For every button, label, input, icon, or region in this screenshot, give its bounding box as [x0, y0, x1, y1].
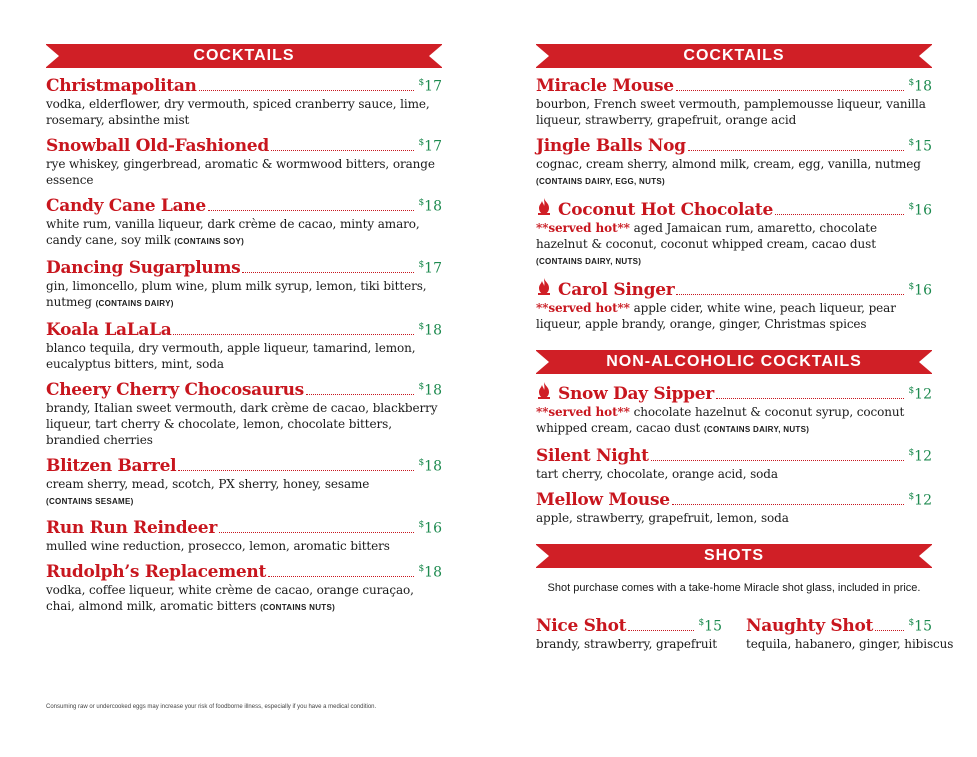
item-price: $16 — [908, 202, 932, 219]
menu-item — [46, 258, 442, 312]
item-description: tequila, habanero, ginger, hibiscus — [746, 637, 954, 651]
item-name: Koala LaLaLa — [46, 320, 172, 340]
item-price: $15 — [908, 618, 932, 635]
allergen-tag: (CONTAINS DAIRY, NUTS) — [703, 425, 810, 434]
allergen-tag: (CONTAINS SOY) — [174, 237, 245, 246]
non-alcoholic-list — [536, 382, 932, 526]
item-price: $18 — [418, 458, 442, 475]
leader-dots — [775, 214, 904, 215]
item-description: mulled wine reduction, prosecco, lemon, aromatic bitters — [46, 539, 390, 553]
item-price: $18 — [418, 564, 442, 581]
allergen-tag: (CONTAINS DAIRY, EGG, NUTS) — [536, 177, 665, 186]
leader-dots — [306, 394, 414, 395]
item-name: Candy Cane Lane — [46, 196, 206, 216]
cocktail-list — [46, 76, 442, 616]
item-price: $18 — [418, 198, 442, 215]
menu-item — [536, 446, 932, 482]
item-description: brandy, Italian sweet vermouth, dark crème de cacao, blackberry liqueur, tart cherry & chocolate, lemon, chocolate bitters, brandied cherries — [46, 401, 438, 447]
item-price: $12 — [908, 492, 932, 509]
item-description: apple, strawberry, grapefruit, lemon, soda — [536, 511, 789, 525]
menu-item — [536, 278, 932, 332]
leader-dots — [628, 630, 694, 631]
flame-icon — [536, 382, 552, 399]
item-name: Miracle Mouse — [536, 76, 674, 96]
served-hot-label: **served hot** — [536, 405, 630, 419]
item-name: Naughty Shot — [746, 616, 874, 636]
right-column — [536, 44, 954, 652]
allergen-tag: (CONTAINS DAIRY) — [95, 299, 174, 308]
shot-item — [536, 616, 722, 652]
leader-dots — [676, 294, 904, 295]
leader-dots — [242, 272, 414, 273]
leader-dots — [651, 460, 905, 461]
menu-item — [46, 320, 442, 372]
allergen-tag: (CONTAINS NUTS) — [260, 603, 336, 612]
item-description: tart cherry, chocolate, orange acid, soda — [536, 467, 778, 481]
item-name: Carol Singer — [558, 280, 675, 300]
leader-dots — [268, 576, 414, 577]
shots-banner: SHOTS — [536, 544, 932, 568]
item-price: $18 — [418, 382, 442, 399]
item-description: **served hot** chocolate hazelnut & coconut syrup, coconut whipped cream, cacao dust (CONTAINS DAIRY, NUTS) — [536, 405, 905, 435]
item-description: cream sherry, mead, scotch, PX sherry, honey, sesame (CONTAINS SESAME) — [46, 477, 370, 506]
menu-item — [46, 380, 442, 448]
item-price: $16 — [418, 520, 442, 537]
item-name: Coconut Hot Chocolate — [558, 200, 773, 220]
item-name: Snowball Old-Fashioned — [46, 136, 269, 156]
item-description: **served hot** aged Jamaican rum, amaretto, chocolate hazelnut & coconut, coconut whipped cream, cacao dust (CONTAINS DAIRY, NUTS) — [536, 221, 878, 266]
served-hot-label: **served hot** — [536, 301, 630, 315]
shots-note: Shot purchase comes with a take-home Miracle shot glass, included in price. — [547, 582, 921, 594]
leader-dots — [173, 334, 414, 335]
leader-dots — [199, 90, 415, 91]
shot-item — [746, 616, 954, 652]
menu-item — [46, 456, 442, 510]
item-price: $17 — [418, 260, 442, 277]
cocktails-banner: COCKTAILS — [46, 44, 442, 68]
item-name: Christmapolitan — [46, 76, 197, 96]
menu-item — [536, 490, 932, 526]
leader-dots — [676, 90, 905, 91]
item-name: Blitzen Barrel — [46, 456, 177, 476]
served-hot-label: **served hot** — [536, 221, 630, 235]
item-description: white rum, vanilla liqueur, dark crème de cacao, minty amaro, candy cane, soy milk (CONTAINS SOY) — [46, 217, 420, 247]
cocktail-list-right — [536, 76, 932, 332]
item-price: $16 — [908, 282, 932, 299]
item-price: $18 — [908, 78, 932, 95]
leader-dots — [271, 150, 415, 151]
item-price: $17 — [418, 78, 442, 95]
item-description: **served hot** apple cider, white wine, peach liqueur, pear liqueur, apple brandy, orange, ginger, Christmas spices — [536, 301, 896, 331]
item-description: vodka, elderflower, dry vermouth, spiced cranberry sauce, lime, rosemary, absinthe mist — [46, 97, 430, 127]
item-name: Dancing Sugarplums — [46, 258, 241, 278]
menu-item — [536, 382, 932, 438]
menu-item — [536, 76, 932, 128]
item-description: cognac, cream sherry, almond milk, cream, egg, vanilla, nutmeg (CONTAINS DAIRY, EGG, NUTS) — [536, 157, 921, 186]
item-name: Rudolph’s Replacement — [46, 562, 267, 582]
item-name: Nice Shot — [536, 616, 627, 636]
item-price: $15 — [908, 138, 932, 155]
item-price: $15 — [698, 618, 722, 635]
leader-dots — [688, 150, 905, 151]
item-name: Run Run Reindeer — [46, 518, 217, 538]
menu-item — [46, 562, 442, 616]
allergen-tag: (CONTAINS DAIRY, NUTS) — [536, 257, 642, 266]
item-description: rye whiskey, gingerbread, aromatic & wormwood bitters, orange essence — [46, 157, 435, 187]
shots-list — [536, 616, 954, 652]
menu-item — [536, 136, 932, 190]
item-name: Snow Day Sipper — [558, 384, 714, 404]
item-name: Mellow Mouse — [536, 490, 670, 510]
item-description: vodka, coffee liqueur, white crème de cacao, orange curaçao, chai, almond milk, aromatic bitters (CONTAINS NUTS) — [46, 583, 414, 613]
left-column — [46, 44, 442, 616]
item-price: $18 — [418, 322, 442, 339]
allergen-tag: (CONTAINS SESAME) — [46, 497, 134, 506]
disclaimer: Consuming raw or undercooked eggs may increase your risk of foodborne illness, especially if you have a medical condition. — [46, 704, 377, 710]
item-name: Jingle Balls Nog — [536, 136, 686, 156]
leader-dots — [208, 210, 415, 211]
menu-item — [46, 136, 442, 188]
flame-icon — [536, 278, 552, 295]
leader-dots — [875, 630, 904, 631]
item-name: Silent Night — [536, 446, 649, 466]
menu-item — [46, 196, 442, 250]
item-description: gin, limoncello, plum wine, plum milk syrup, lemon, tiki bitters, nutmeg (CONTAINS DAIRY) — [46, 279, 427, 309]
menu-item — [536, 198, 932, 270]
item-price: $17 — [418, 138, 442, 155]
cocktails-banner-right: COCKTAILS — [536, 44, 932, 68]
menu-item — [46, 518, 442, 554]
flame-icon — [536, 198, 552, 215]
item-description: brandy, strawberry, grapefruit — [536, 637, 717, 651]
item-price: $12 — [908, 386, 932, 403]
item-name: Cheery Cherry Chocosaurus — [46, 380, 304, 400]
item-price: $12 — [908, 448, 932, 465]
menu-item — [46, 76, 442, 128]
leader-dots — [219, 532, 414, 533]
non-alcoholic-banner: NON-ALCOHOLIC COCKTAILS — [536, 350, 932, 374]
item-description: bourbon, French sweet vermouth, pamplemousse liqueur, vanilla liqueur, strawberry, grapefruit, orange acid — [536, 97, 926, 127]
leader-dots — [672, 504, 905, 505]
leader-dots — [178, 470, 414, 471]
leader-dots — [716, 398, 905, 399]
item-description: blanco tequila, dry vermouth, apple liqueur, tamarind, lemon, eucalyptus bitters, mint, soda — [46, 341, 416, 371]
